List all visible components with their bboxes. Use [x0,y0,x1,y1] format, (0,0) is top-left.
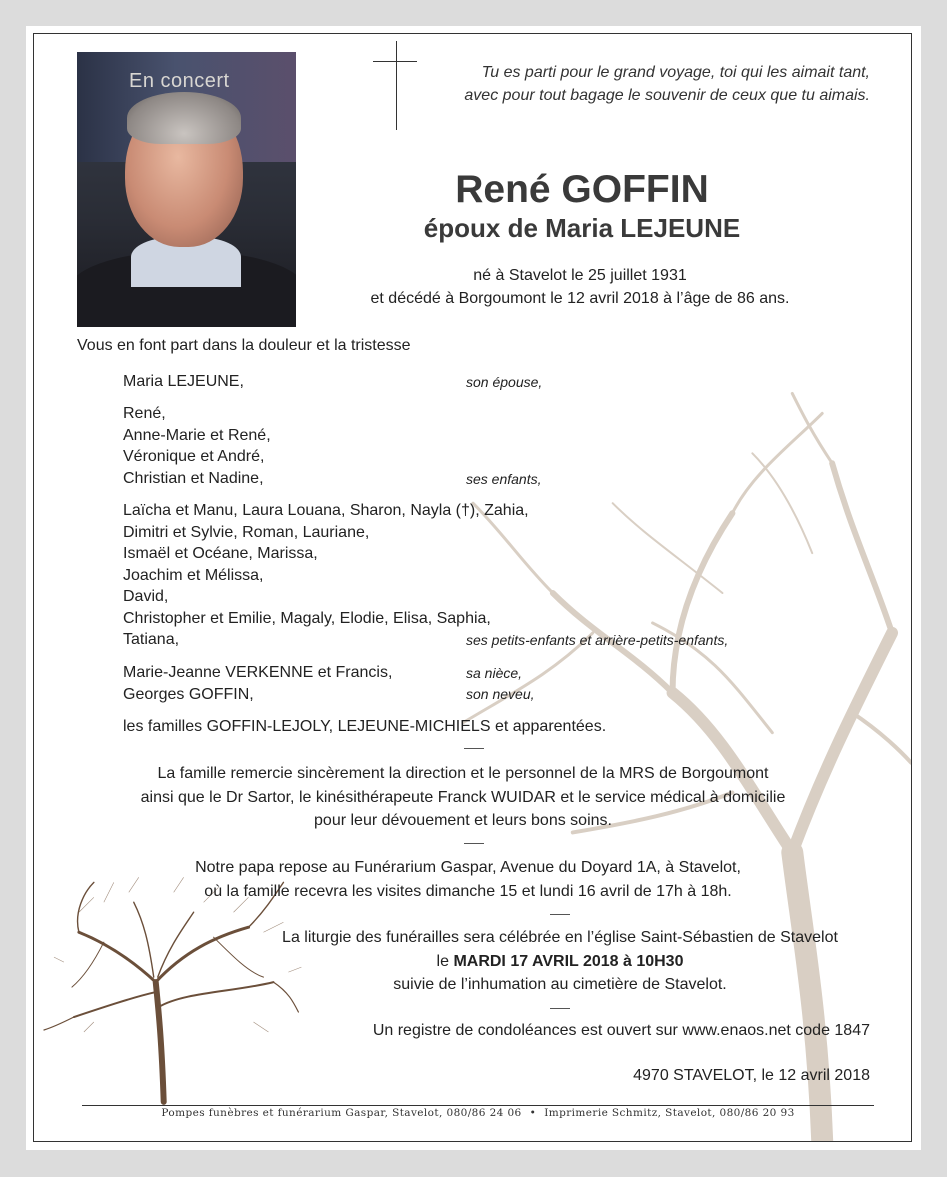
family-spouse [123,371,463,393]
photo-hair [127,92,241,144]
family-line: Tatiana, [123,631,180,648]
role-nephew: son neveu, [466,686,535,702]
liturgy-prefix: le [436,952,454,970]
liturgy-block [250,926,870,997]
family-line: Maria LEJEUNE, [123,373,244,390]
section-divider [550,1008,570,1009]
family-line: Laïcha et Manu, Laura Louana, Sharon, Nayla (†), Zahia, [123,502,529,519]
family-grandchildren [123,500,583,651]
birth-line: né à Stavelot le 25 juillet 1931 [473,267,687,284]
footer-funeral-home: Pompes funèbres et funérarium Gaspar, Stavelot, 080/86 24 06 [161,1107,522,1119]
thanks-line: La famille remercie sincèrement la direction et le personnel de la MRS de Borgoumont [157,765,769,782]
thanks-line: ainsi que le Dr Sartor, le kinésithérapeute Franck WUIDAR et le service médical à domicilie [140,788,786,806]
rest-line: Notre papa repose au Funérarium Gaspar, Avenue du Doyard 1A, à Stavelot, [195,859,741,876]
section-divider [464,748,484,749]
death-line: et décédé à Borgoumont le 12 avril 2018 à l’âge de 86 ans. [370,290,790,307]
verse [420,61,870,107]
footer [82,1107,874,1119]
family-line: René, [123,405,166,422]
family-line: David, [123,588,169,605]
role-niece: sa nièce, [466,665,523,681]
family-line: Georges GOFFIN, [123,685,254,703]
role-children: ses enfants, [466,471,542,487]
photo-banner-text: En concert [129,70,230,92]
section-divider [464,843,484,844]
extended-families: les familles GOFFIN-LEJOLY, LEJEUNE-MICHIELS et apparentées. [123,718,607,735]
family-line: Dimitri et Sylvie, Roman, Lauriane, [123,523,370,541]
family-line: Marie-Jeanne VERKENNE et Francis, [123,664,393,681]
family-line: Christian et Nadine, [123,469,264,487]
thanks-line: pour leur dévouement et leurs bons soins. [314,812,612,829]
register-text: Un registre de condoléances est ouvert sur www.enaos.net code 1847 [372,1022,870,1039]
role-spouse: son épouse, [466,374,543,390]
thanks-block [48,762,878,833]
family-line: Véronique et André, [123,448,265,465]
liturgy-date: MARDI 17 AVRIL 2018 à 10H30 [453,952,684,970]
family-line: Joachim et Mélissa, [123,566,264,584]
family-line: Ismaël et Océane, Marissa, [123,545,318,562]
rest-block [53,856,883,903]
role-grandchildren: ses petits-enfants et arrière-petits-enfants, [466,632,729,648]
family-children [123,403,463,489]
cross-icon-horizontal [373,61,417,62]
rest-line: où la famille recevra les visites dimanche 15 et lundi 16 avril de 17h à 18h. [204,882,732,900]
footer-printer: Imprimerie Schmitz, Stavelot, 080/86 20 93 [544,1107,795,1119]
deceased-name: René GOFFIN [455,168,709,211]
footer-separator: • [529,1107,537,1119]
cross-icon-vertical [396,41,397,130]
liturgy-date-line [250,950,870,974]
portrait-photo [77,52,296,327]
family-line: Christopher et Emilie, Magaly, Elodie, Elisa, Saphia, [123,609,491,627]
verse-line: avec pour tout bagage le souvenir de ceux que tu aimais. [464,87,870,104]
family-niece-nephew [123,662,463,705]
footer-rule [82,1105,874,1106]
family-line: Anne-Marie et René, [123,426,271,444]
verse-line: Tu es parti pour le grand voyage, toi qui les aimait tant, [481,64,870,81]
liturgy-line: La liturgie des funérailles sera célébrée en l’église Saint-Sébastien de Stavelot [282,929,838,946]
deceased-spouse: époux de Maria LEJEUNE [423,213,741,243]
place-date: 4970 STAVELOT, le 12 avril 2018 [633,1067,870,1084]
intro-text: Vous en font part dans la douleur et la tristesse [77,337,411,354]
birth-death-dates [320,264,840,310]
section-divider [550,914,570,915]
liturgy-line: suivie de l’inhumation au cimetière de Stavelot. [393,976,727,993]
